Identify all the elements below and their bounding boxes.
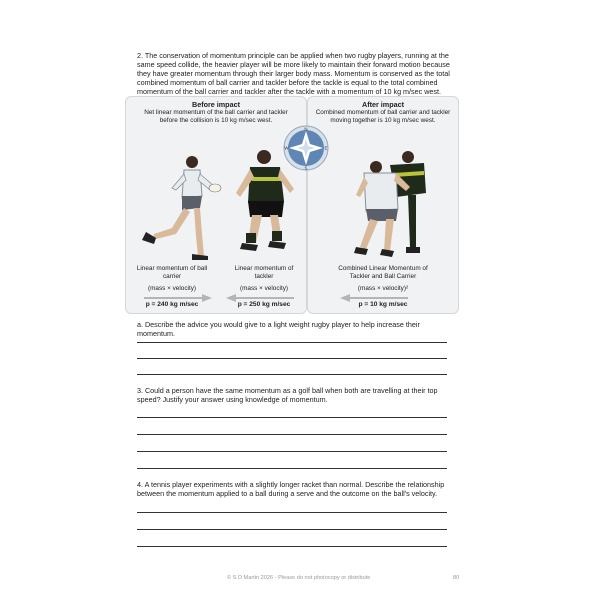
compass-s: S: [304, 165, 308, 171]
question-2-text: 2. The conservation of momentum principle can be applied when two rugby players, running at the same speed collide, the heavier player will be more likely to maintain their forward motion because they have greater momentum through their larger body mass. Momentum is conserved as the total combined momentum of ball carrier and tackler before the tackle is equal to the total combined momentum of the ball carrier and tackler after the tackle with a momentum of 10 kg m/sec west.: [137, 51, 450, 96]
carrier-formula: (mass × velocity): [147, 285, 197, 292]
answer-line[interactable]: [137, 546, 447, 547]
compass-icon: [283, 125, 329, 171]
question-3-text: 3. Could a person have the same momentum as a golf ball when both are travelling at their top speed? Justify your answer using knowledge of momentum.: [137, 386, 438, 404]
before-impact-subtitle: Net linear momentum of the ball carrier and tackler before the collision is 10 kg m/sec west.: [144, 109, 288, 124]
page-number: 80: [453, 575, 460, 581]
carrier-momentum-value: p = 240 kg m/sec: [145, 301, 199, 308]
answer-line[interactable]: [137, 451, 447, 452]
tackler-momentum-label: Linear momentum of tackler: [234, 265, 294, 280]
collision-illustration: [350, 147, 430, 262]
answer-line[interactable]: [137, 358, 447, 359]
question-a-text: a. Describe the advice you would give to a light weight rugby player to help increase their momentum.: [137, 320, 420, 338]
combined-momentum-label: Combined Linear Momentum of Tackler and Ball Carrier: [338, 265, 428, 280]
combined-momentum-value: p = 10 kg m/sec: [358, 301, 408, 308]
answer-line[interactable]: [137, 434, 447, 435]
combined-formula: (mass × velocity)²: [357, 285, 409, 292]
before-impact-panel: [125, 96, 307, 314]
answer-line[interactable]: [137, 468, 447, 469]
ball-carrier-illustration: [132, 152, 222, 264]
answer-line[interactable]: [137, 374, 447, 375]
question-4-text: 4. A tennis player experiments with a slightly longer racket than normal. Describe the relationship between the momentum applied to a ball during a serve and the outcome on the ball's velocity.: [137, 480, 445, 498]
answer-line[interactable]: [137, 512, 447, 513]
tackler-momentum-value: p = 250 kg m/sec: [237, 301, 291, 308]
copyright-text: © S D Martin 2026 - Please do not photocopy or distribute: [227, 575, 371, 581]
before-impact-title: Before impact: [192, 100, 240, 109]
answer-line[interactable]: [137, 342, 447, 343]
carrier-momentum-label: Linear momentum of ball carrier: [136, 265, 208, 280]
compass-n: N: [304, 126, 308, 132]
tackler-formula: (mass × velocity): [239, 285, 289, 292]
compass-e: E: [324, 145, 328, 151]
compass-w: W: [284, 145, 289, 151]
answer-line[interactable]: [137, 529, 447, 530]
after-impact-panel: [304, 96, 459, 314]
after-impact-subtitle: Combined momentum of ball carrier and tackler moving together is 10 kg m/sec west.: [315, 109, 451, 124]
answer-line[interactable]: [137, 417, 447, 418]
after-impact-title: After impact: [362, 100, 404, 109]
